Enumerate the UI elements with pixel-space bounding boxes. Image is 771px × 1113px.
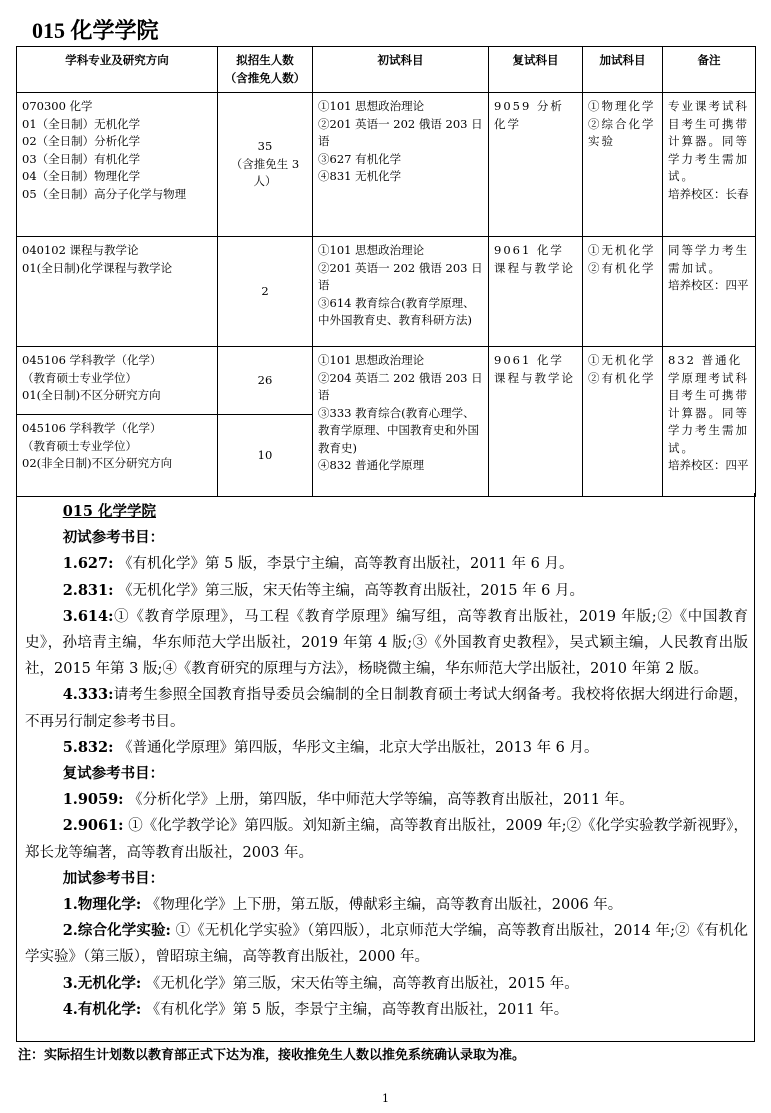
major-cell: 045106 学科教学（化学） （教育硕士专业学位） 01(全日制)不区分研究方向 — [17, 347, 218, 415]
header-count: 拟招生人数 （含推免人数） — [218, 47, 313, 93]
major-cell: 045106 学科教学（化学） （教育硕士专业学位） 02(非全日制)不区分研究方向 — [17, 415, 218, 497]
section-title: 复试参考书目： — [62, 765, 165, 783]
refs-heading: 015 化学学院 — [62, 503, 157, 520]
table-row — [17, 347, 756, 415]
table-header-row — [17, 47, 756, 93]
count-cell: 10 — [218, 415, 313, 497]
notes-cell: 专业课考试科目考生可携带计算器。同等学力考生需加试。 培养校区：长春 — [663, 93, 756, 237]
ref-item: 2.综合化学实验: ①《无机化学实验》（第四版），北京师范大学编，高等教育出版社，2014 年;②《有机化学实验》（第三版），曾昭琼主编，高等教育出版社，2000 年。 — [25, 922, 748, 966]
exam-cell: ①101 思想政治理论 ②204 英语二 202 俄语 203 日语 ③333 教育综合(教育心理学、教育学原理、中国教育史和外国教育史) ④832 普通化学原理 — [313, 347, 489, 497]
ref-item: 1.9059: 《分析化学》上册，第四版，华中师范大学等编，高等教育出版社，2011 年。 — [62, 791, 634, 809]
header-exam: 初试科目 — [313, 47, 489, 93]
ref-item: 2.831: 《无机化学》第三版，宋天佑等主编，高等教育出版社，2015 年 6 月。 — [62, 581, 585, 599]
exam-cell: ①101 思想政治理论 ②201 英语一 202 俄语 203 日语 ③627 有机化学 ④831 无机化学 — [313, 93, 489, 237]
page-title: 015 化学学院 — [32, 18, 159, 43]
major-cell: 070300 化学 01（全日制）无机化学 02（全日制）分析化学 03（全日制）有机化学 04（全日制）物理化学 05（全日制）高分子化学与物理 — [17, 93, 218, 237]
header-extra: 加试科目 — [583, 47, 663, 93]
notes-cell: 同等学力考生需加试。 培养校区：四平 — [663, 237, 756, 347]
section-title: 加试参考书目： — [62, 869, 165, 887]
table-row — [17, 237, 756, 347]
ref-item: 3.无机化学: 《无机化学》第三版，宋天佑等主编，高等教育出版社，2015 年。 — [62, 974, 579, 992]
ref-item: 5.832: 《普通化学原理》第四版，华彤文主编，北京大学出版社，2013 年 6 月。 — [62, 738, 599, 756]
section-title: 初试参考书目： — [62, 529, 165, 547]
extra-cell: ①无机化学 ②有机化学 — [583, 347, 663, 497]
retest-cell: 9059 分析化学 — [489, 93, 583, 237]
ref-item: 4.333:请考生参照全国教育指导委员会编制的全日制教育硕士考试大纲备考。我校将依据大纲进行命题，不再另行制定参考书目。 — [25, 686, 748, 730]
header-notes: 备注 — [663, 47, 756, 93]
ref-item: 1.627: 《有机化学》第 5 版，李景宁主编，高等教育出版社，2011 年 6 月。 — [62, 555, 574, 573]
extra-cell: ①无机化学 ②有机化学 — [583, 237, 663, 347]
admissions-table — [16, 46, 756, 497]
retest-cell: 9061 化学课程与教学论 — [489, 347, 583, 497]
ref-item: 3.614:①《教育学原理》，马工程《教育学原理》编写组，高等教育出版社，2019 年版;②《中国教育史》，孙培青主编，华东师范大学出版社，2019 年第 4 版;③《外国教育史教程》，吴式颖主编，人民教育出版社，2015 年第 3 版;④《教育研究的原理与方法》，杨晓微主编，华东师范大学出版社，2010 年第 2 版。 — [25, 607, 748, 678]
header-retest: 复试科目 — [489, 47, 583, 93]
reference-books — [16, 493, 755, 1042]
count-cell: 35 （含推免生 3 人） — [218, 93, 313, 237]
ref-item: 2.9061: ①《化学教学论》第四版。刘知新主编，高等教育出版社，2009 年;②《化学实验教学新视野》，郑长龙等编著，高等教育出版社，2003 年。 — [25, 817, 749, 861]
ref-item: 1.物理化学: 《物理化学》上下册，第五版，傅献彩主编，高等教育出版社，2006 年。 — [62, 896, 623, 914]
table-row — [17, 93, 756, 237]
notes-cell: 832 普通化学原理考试科目考生可携带计算器。同等学力考生需加试。 培养校区：四平 — [663, 347, 756, 497]
count-cell: 26 — [218, 347, 313, 415]
exam-cell: ①101 思想政治理论 ②201 英语一 202 俄语 203 日语 ③614 教育综合(教育学原理、中外国教育史、教育科研方法) — [313, 237, 489, 347]
count-cell: 2 — [218, 237, 313, 347]
header-major: 学科专业及研究方向 — [17, 47, 218, 93]
page-number: 1 — [382, 1092, 389, 1105]
extra-cell: ①物理化学 ②综合化学实验 — [583, 93, 663, 237]
ref-item: 4.有机化学: 《有机化学》第 5 版，李景宁主编，高等教育出版社，2011 年。 — [62, 1000, 569, 1018]
retest-cell: 9061 化学课程与教学论 — [489, 237, 583, 347]
footnote: 注：实际招生计划数以教育部正式下达为准，接收推免生人数以推免系统确认录取为准。 — [18, 1048, 526, 1063]
major-cell: 040102 课程与教学论 01(全日制)化学课程与教学论 — [17, 237, 218, 347]
